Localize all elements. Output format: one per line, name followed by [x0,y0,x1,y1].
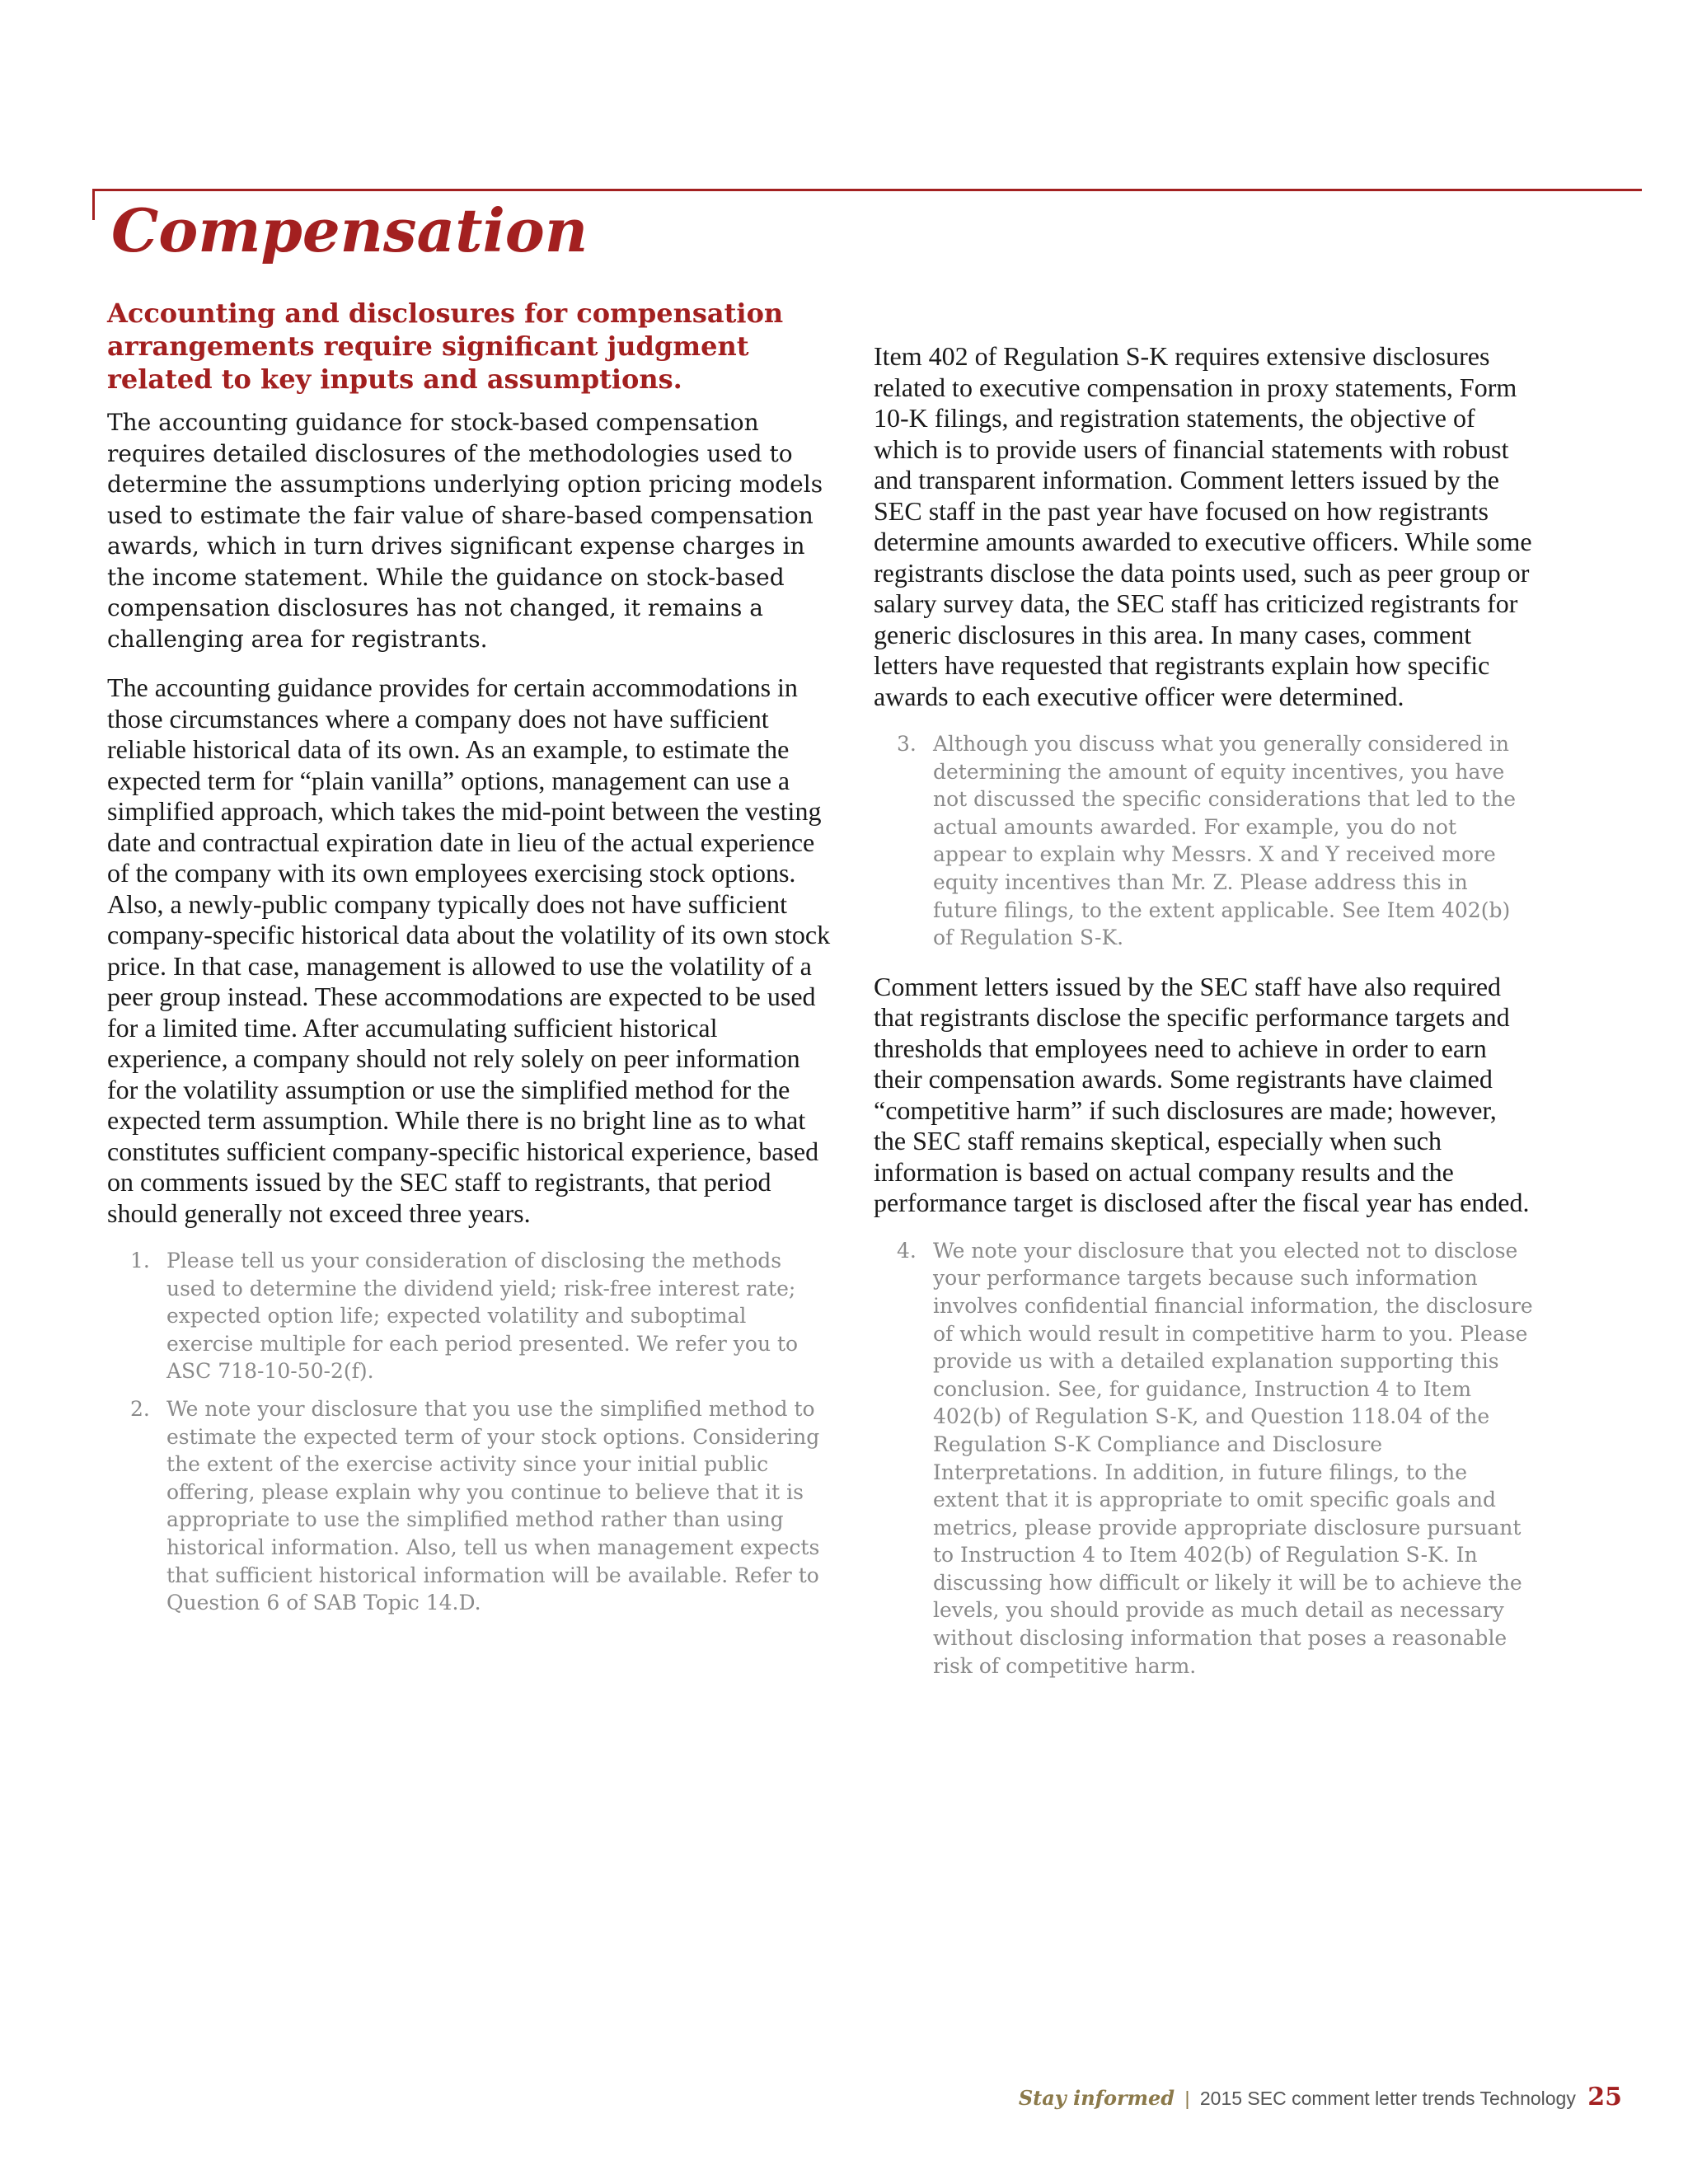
comment-quote-4 [874,1237,1533,1680]
comment-quote-3 [874,730,1533,952]
quote-text: Please tell us your consideration of disclosing the methods used to determine the dividend yield; risk-free interest rate; expected option life; expected volatility and suboptimal exercise multiple for each period presented. We refer you to ASC 718-10-50-2(f). [166,1249,799,1384]
quote-number: 4. [897,1238,917,1263]
quote-text: We note your disclosure that you elected not to disclose your performance targets because such information involves confidential financial information, the disclosure of which would result in competitive harm to you. Please provide us with a detailed explanation supporting this conclusion. See, for guidance, Instruction 4 to Item 402(b) of Regulation S-K, and Question 118.04 of the Regulation S-K Compliance and Disclosure Interpretations. In addition, in future filings, to the extent that it is appropriate to omit specific goals and metrics, please provide appropriate disclosure pursuant to Instruction 4 to Item 402(b) of Regulation S-K. In discussing how difficult or likely it will be to achieve the levels, you should provide as much detail as necessary without disclosing information that poses a reasonable risk of competitive harm. [933,1238,1533,1678]
footer-stay-informed: Stay informed [1018,2086,1175,2110]
paragraph-stock-based-compensation: The accounting guidance for stock-based compensation requires detailed disclosures of the methodologies used to determine the assumptions underlying option pricing models used to estimate the fair value of share-based compensation awards, which in turn drives significant expense charges in the income statement. While the guidance on stock-based compensation disclosures has not changed, it remains a challenging area for registrants. [107,409,823,653]
comment-quote-list-right-b [874,1237,1533,1680]
footer-publication-title: 2015 SEC comment letter trends Technology [1199,2088,1576,2109]
comment-quote-2 [107,1395,832,1617]
comment-quote-list-right-a [874,730,1533,952]
right-column [874,297,1533,1699]
page-title: Compensation [111,195,588,265]
quote-number: 2. [130,1396,150,1421]
page-number: 25 [1587,2083,1622,2111]
page-footer [1019,2085,1622,2111]
paragraph-accommodations: The accounting guidance provides for certain accommodations in those circumstances where a company does not have sufficient reliable historical data of its own. As an example, to estimate the expected term for “plain vanilla” options, management can use a simplified approach, which takes the mid-point between the vesting date and contractual expiration date in lieu of the actual experience of the company with its own employees exercising stock options. Also, a newly-public company typically does not have sufficient company-specific historical data about the volatility of its own stock price. In that case, management is allowed to use the volatility of a peer group instead. These accommodations are expected to be used for a limited time. After accumulating sufficient historical experience, a company should not rely solely on peer information for the volatility assumption or use the simplified method for the expected term assumption. While there is no bright line as to what constitutes sufficient company-specific historical experience, based on comments issued by the SEC staff to registrants, that period should generally not exceed three years. [107,673,831,1228]
quote-text: Although you discuss what you generally considered in determining the amount of equity incentives, you have not discussed the specific considerations that led to the actual amounts awarded. For example, you do not appear to explain why Messrs. X and Y received more equity incentives than Mr. Z. Please address this in future filings, to the extent applicable. See Item 402(b) of Regulation S-K. [933,732,1516,950]
comment-quote-1 [107,1247,832,1385]
paragraph-item-402: Item 402 of Regulation S-K requires extensive disclosures related to executive compensation in proxy statements, Form 10-K filings, and registration statements, the objective of which is to provide users of financial statements with robust and transparent information. Comment letters issued by the SEC staff in the past year have focused on how registrants determine amounts awarded to executive officers. While some registrants disclose the data points used, such as peer group or salary survey data, the SEC staff has criticized registrants for generic disclosures in this area. In many cases, comment letters have requested that registrants explain how specific awards to each executive officer were determined. [874,341,1532,711]
quote-number: 3. [897,732,917,756]
header-rule-tick [92,189,95,220]
quote-number: 1. [130,1249,150,1272]
paragraph-performance-targets: Comment letters issued by the SEC staff have also required that registrants disclose the specific performance targets and thresholds that employees need to achieve in order to earn their compensation awards. Some registrants have claimed “competitive harm” if such disclosures are made; however, the SEC staff remains skeptical, especially when such information is based on actual company results and the performance target is disclosed after the fiscal year has ended. [874,971,1530,1218]
quote-text: We note your disclosure that you use the simplified method to estimate the expected term of your stock options. Considering the extent of the exercise activity since your initial public offering, please explain why you continue to believe that it is appropriate to use the simplified method rather than using historical information. Also, tell us when management expects that sufficient historical information will be available. Refer to Question 6 of SAB Topic 14.D. [166,1396,820,1615]
comment-quote-list-left [107,1247,832,1617]
footer-separator: | [1184,2088,1190,2109]
section-subheading: Accounting and disclosures for compensation arrangements require significant judgment related to key inputs and assumptions. [107,298,784,395]
left-column [107,297,832,1637]
